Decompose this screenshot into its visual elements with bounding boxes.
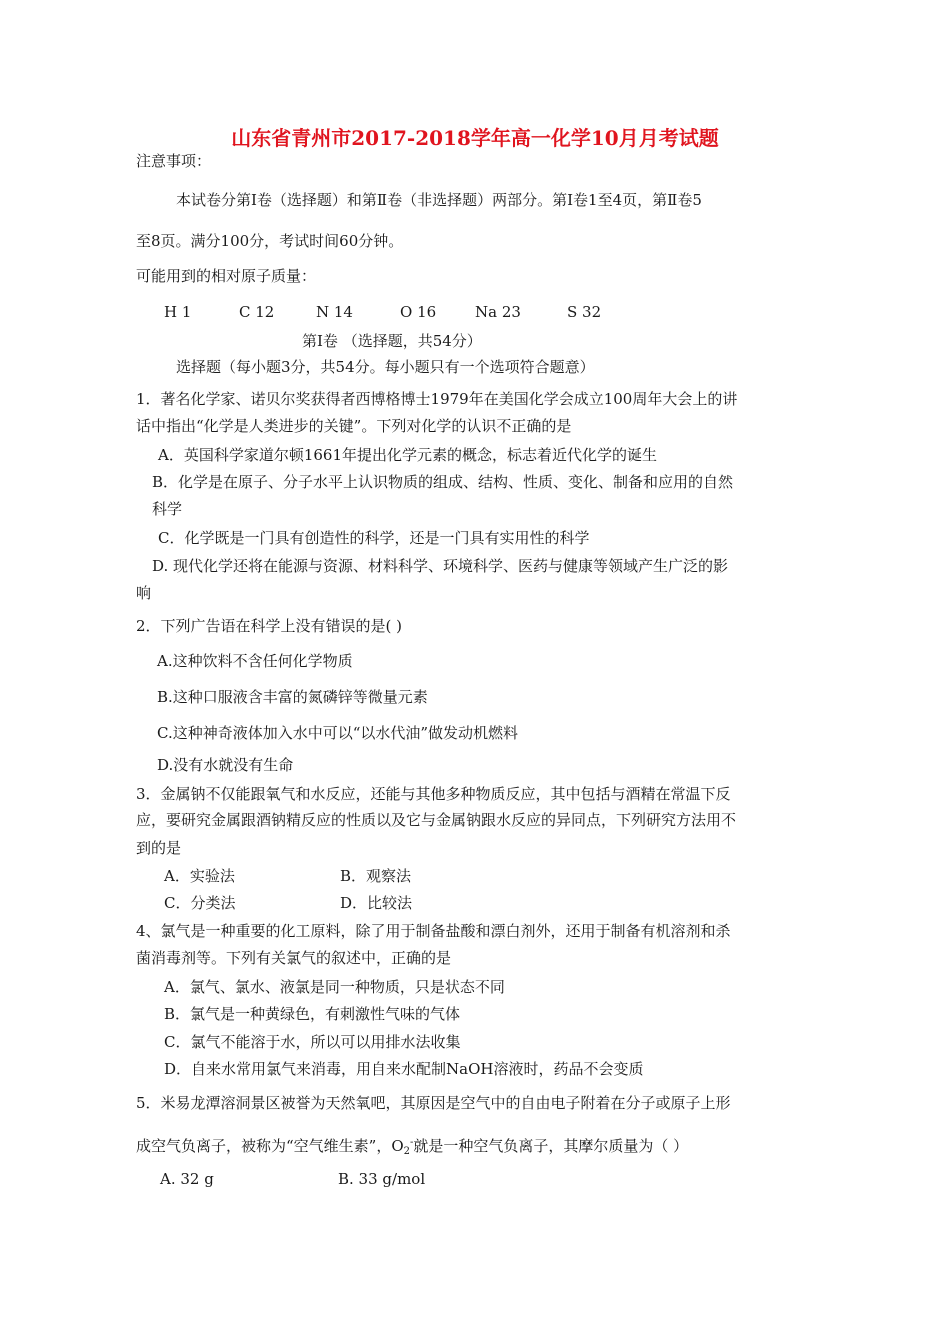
q2-option-c: C.这种神奇液体加入水中可以“以水代油”做发动机燃料: [157, 724, 519, 742]
q1-option-d-line-2: 响: [136, 584, 152, 602]
q5-stem-line-2: [136, 1133, 688, 1162]
notice-heading: 注意事项：: [136, 152, 212, 170]
atomic-mass-na: Na 23: [475, 303, 521, 321]
part1-instruction: 选择题（每小题3分，共54分。每小题只有一个选项符合题意）: [176, 358, 595, 376]
notice-line-2: 至8页。满分100分，考试时间60分钟。: [136, 232, 404, 250]
atomic-mass-o: O 16: [400, 303, 437, 321]
q1-option-b-line-1: B．化学是在原子、分子水平上认识物质的组成、结构、性质、变化、制备和应用的自然: [152, 473, 734, 491]
q4-stem-line-2: 菌消毒剂等。下列有关氯气的叙述中，正确的是: [136, 949, 452, 967]
atomic-mass-h: H 1: [164, 303, 192, 321]
q3-option-c: C．分类法: [164, 894, 236, 912]
q4-option-c: C．氯气不能溶于水，所以可以用排水法收集: [164, 1033, 461, 1051]
q4-option-d: D．自来水常用氯气来消毒，用自来水配制NaOH溶液时，药品不会变质: [164, 1060, 644, 1078]
q4-option-a: A．氯气、氯水、液氯是同一种物质，只是状态不同: [164, 978, 505, 996]
q5-option-b: B. 33 g/mol: [338, 1170, 426, 1188]
q5-formula-subscript: 2: [403, 1146, 411, 1157]
page-title: 山东省青州市2017-2018学年高一化学10月月考试题: [231, 126, 719, 150]
q5-stem-line-1: 5．米易龙潭溶洞景区被誉为天然氧吧，其原因是空气中的自由电子附着在分子或原子上形: [136, 1094, 731, 1112]
q3-option-b: B．观察法: [340, 867, 412, 885]
atomic-mass-s: S 32: [567, 303, 602, 321]
q2-stem: 2．下列广告语在科学上没有错误的是( ): [136, 617, 403, 635]
q5-stem-pre: 成空气负离子，被称为“空气维生素”，O: [136, 1137, 404, 1155]
q1-option-a: A．英国科学家道尔顿1661年提出化学元素的概念，标志着近代化学的诞生: [158, 446, 658, 464]
q3-stem-line-1: 3．金属钠不仅能跟氧气和水反应，还能与其他多种物质反应，其中包括与酒精在常温下反: [136, 785, 731, 803]
q1-stem-line-1: 1．著名化学家、诺贝尔奖获得者西博格博士1979年在美国化学会成立100周年大会上的讲: [136, 390, 738, 408]
atomic-mass-n: N 14: [316, 303, 353, 321]
atomic-mass-label: 可能用到的相对原子质量：: [136, 267, 317, 285]
q3-stem-line-2: 应，要研究金属跟酒钠精反应的性质以及它与金属钠跟水反应的异同点，下列研究方法用不: [136, 811, 737, 829]
q3-option-d: D．比较法: [340, 894, 413, 912]
q2-option-a: A.这种饮料不含任何化学物质: [157, 652, 353, 670]
q3-stem-line-3: 到的是: [136, 839, 182, 857]
notice-line-1: 本试卷分第Ⅰ卷（选择题）和第Ⅱ卷（非选择题）两部分。第Ⅰ卷1至4页，第Ⅱ卷5: [176, 191, 702, 209]
q2-option-b: B.这种口服液含丰富的氮磷锌等微量元素: [157, 688, 428, 706]
atomic-mass-c: C 12: [239, 303, 275, 321]
q2-option-d: D.没有水就没有生命: [157, 756, 294, 774]
q3-option-a: A．实验法: [164, 867, 235, 885]
q5-option-a: A. 32 g: [160, 1170, 214, 1188]
part1-heading: 第Ⅰ卷 （选择题，共54分）: [302, 332, 482, 350]
q4-option-b: B．氯气是一种黄绿色，有刺激性气味的气体: [164, 1005, 461, 1023]
q5-formula-superscript: -: [410, 1137, 414, 1148]
q4-stem-line-1: 4、氯气是一种重要的化工原料，除了用于制备盐酸和漂白剂外，还用于制备有机溶剂和杀: [136, 922, 731, 940]
q1-option-b-line-2: 科学: [152, 500, 183, 518]
q1-option-d-line-1: D. 现代化学还将在能源与资源、材料科学、环境科学、医药与健康等领域产生广泛的影: [152, 557, 729, 575]
q1-option-c: C．化学既是一门具有创造性的科学，还是一门具有实用性的科学: [158, 529, 590, 547]
q1-stem-line-2: 话中指出“化学是人类进步的关键”。下列对化学的认识不正确的是: [136, 417, 572, 435]
q5-stem-post: 就是一种空气负离子，其摩尔质量为（ ）: [413, 1137, 689, 1155]
